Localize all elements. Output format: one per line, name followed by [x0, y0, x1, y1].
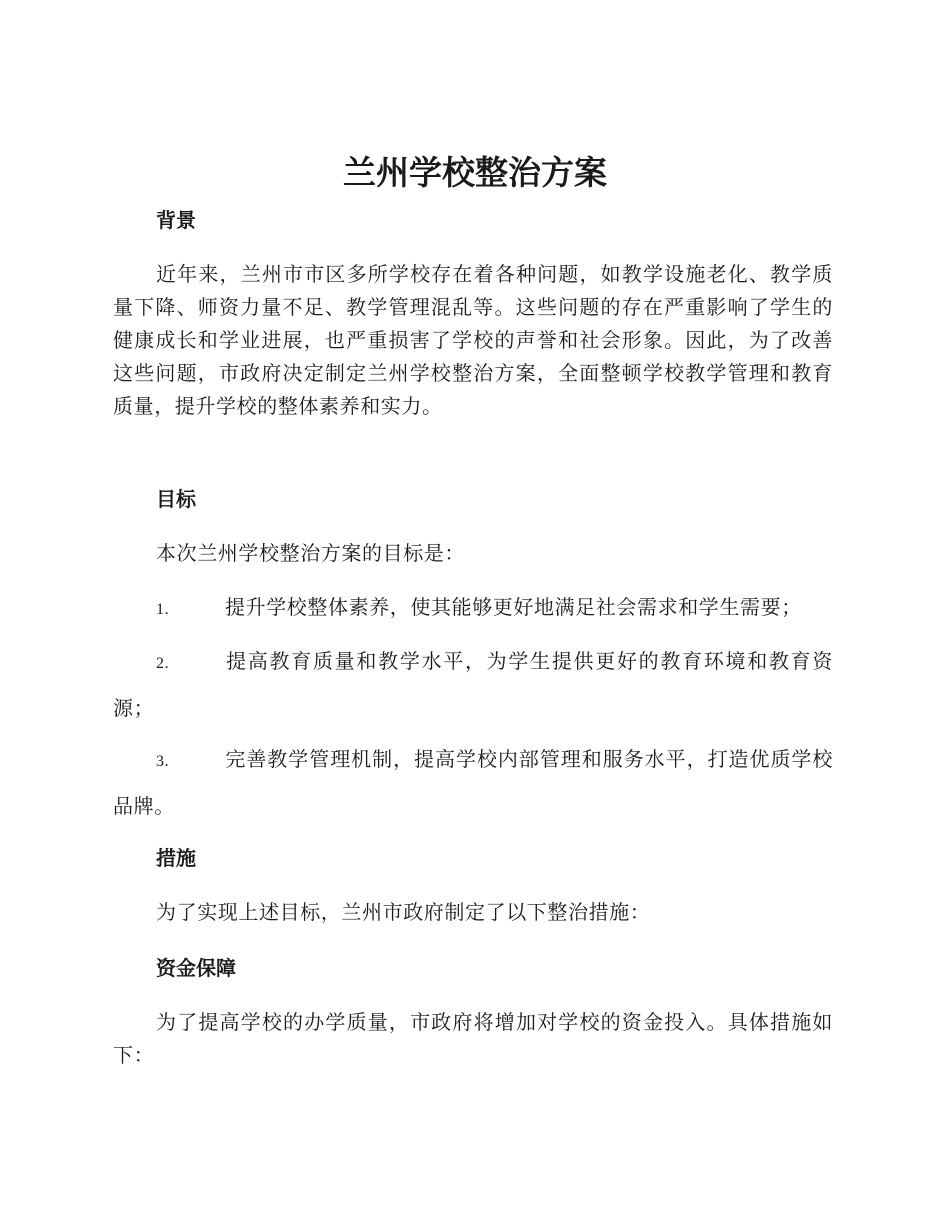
goal-item-text: 提升学校整体素养，使其能够更好地满足社会需求和学生需要； — [225, 595, 802, 619]
section-heading-background: 背景 — [156, 208, 196, 232]
goal-item-number: 1. — [156, 601, 170, 618]
goal-item-text: 完善教学管理机制，提高学校内部管理和服务水平，打造优质学校品牌。 — [113, 747, 833, 818]
goal-item-2 — [113, 639, 833, 731]
document-title: 兰州学校整治方案 — [343, 153, 607, 192]
goal-item-number: 2. — [156, 655, 170, 672]
goal-item-text: 提高教育质量和教学水平，为学生提供更好的教育环境和教育资源； — [113, 649, 833, 720]
section-heading-funding: 资金保障 — [156, 956, 236, 980]
section-heading-measures: 措施 — [156, 846, 196, 870]
background-paragraph: 近年来，兰州市市区多所学校存在着各种问题，如教学设施老化、教学质量下降、师资力量不足、教学管理混乱等。这些问题的存在严重影响了学生的健康成长和学业进展，也严重损害了学校的声誉和社会形象。因此，为了改善这些问题，市政府决定制定兰州学校整治方案，全面整顿学校教学管理和教育质量，提升学校的整体素养和实力。 — [113, 262, 833, 418]
goal-item-number: 3. — [156, 753, 170, 770]
goal-item-3 — [113, 737, 833, 829]
funding-paragraph: 为了提高学校的办学质量，市政府将增加对学校的资金投入。具体措施如下： — [113, 1010, 833, 1067]
section-heading-goals: 目标 — [156, 487, 196, 511]
measures-intro: 为了实现上述目标，兰州市政府制定了以下整治措施： — [156, 900, 651, 924]
goal-item-1 — [113, 583, 833, 634]
goals-intro: 本次兰州学校整治方案的目标是： — [156, 541, 465, 565]
